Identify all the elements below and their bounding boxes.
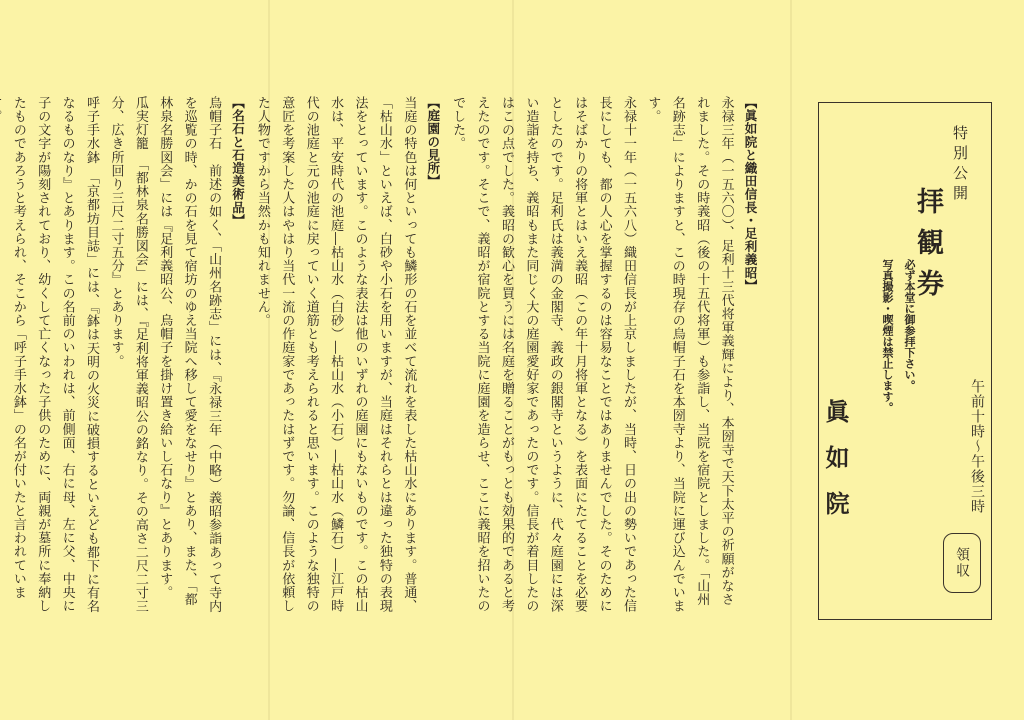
section-heading: 【名石と石造美術品】	[230, 96, 246, 227]
receipt-stamp-label: 領収	[954, 547, 970, 579]
section-paragraph: 永禄十一年（一五六八）織田信長が上京しましたが、当時、日の出の勢いであった信長にしても、都の人心を掌握するのは容易なことではありませんでした。そのためにはそばかりの将軍とはいえ義昭（この年十月将軍となる）を表面にたてることを必要としたのです。足利氏は義満の金閣寺、義政の銀閣寺というように、代々庭園には深い造詣を持ち、義昭もまた同じく大の庭園愛好家であったのです。信長が着目したのはこの点でした。義昭の歓心を買うには名庭を贈ることがもっとも効果的であると考えたのです。そこで、義昭が宿院とする当院に庭園を造らせ、ここに義昭を招いたのでした。	[450, 96, 636, 613]
ticket-note-prohibition: 写真撮影・喫煙は禁止します。	[881, 259, 894, 413]
section-paragraph: 永禄三年（一五六〇）、足利十三代将軍義輝により、本圀寺で天下太平の祈願がなされました。その時義昭（後の十五代将軍）も参詣し、当院を宿院としました。「山州名跡志」によりますと、この時現存の烏帽子石を本圀寺より、当院に運び込んでいます。	[645, 96, 734, 613]
section-paragraph: 烏帽子石 前述の如く、「山州名跡志」には、『永禄三年（中略）義昭参詣あって寺内を巡覧の時、かの石を見て宿坊のゆえ当院へ移して愛をなせり』とあり、また、「都林泉名勝図会」には『足利義昭公、烏帽子を掛け置き給いし石なり』とあります。	[157, 96, 222, 614]
fold-line	[790, 0, 792, 720]
ticket-temple-name: 眞如院	[821, 399, 850, 537]
section-paragraph: 当庭の特色は何といっても鱗形の石を並べて流れを表した枯山水にあります。普通、「枯山水」といえば、白砂や小石を用いますが、当庭はそれらとは違った独特の表現法をとっています。このような表法は他のいずれの庭園にもないものです。この枯山水は、平安時代の池庭―枯山水（白砂）―枯山水（小石）―枯山水（鱗石）―江戸時代の池庭と元の池庭に戻っていく道筋とも考えられると思います。このような独特の意匠を考案した人はやはり当代一流の作庭家であったはずです。勿論、信長が依頼した人物ですから当然かも知れません。	[254, 96, 417, 613]
ticket-note-worship: 必ず本堂に御参拝下さい。	[903, 259, 916, 391]
section-paragraph: 呼子手水鉢 「京都坊目誌」には、『鉢は天明の火災に破損するといえども都下に有名なるものなり』とあります。この名前のいわれは、前側面、右に母、左に父、中央に子の文字が陽刻されており、幼くして亡くなった子供のために、両親が墓所に奉納したものであろうと考えられ、そこから「呼子手水鉢」の名が付いたと言われていま	[10, 96, 100, 614]
section-heading: 【庭園の見所】	[425, 96, 441, 188]
ticket-title: 拝観券	[912, 187, 943, 310]
ticket-special-label: 特別公開	[951, 125, 969, 205]
ticket-hours: 午前十時〜午後三時	[969, 379, 985, 514]
receipt-stamp	[943, 533, 981, 593]
pamphlet-body	[10, 96, 762, 616]
section-heading: 【眞如院と織田信長・足利義昭】	[743, 96, 758, 293]
admission-ticket	[818, 102, 992, 620]
section-paragraph: 瓜実灯籠 「都林泉名勝図会」には、『足利将軍義昭公の銘なり。その高さ二尺二寸三分、広き所回り三尺二寸五分』とあります。	[108, 96, 148, 614]
